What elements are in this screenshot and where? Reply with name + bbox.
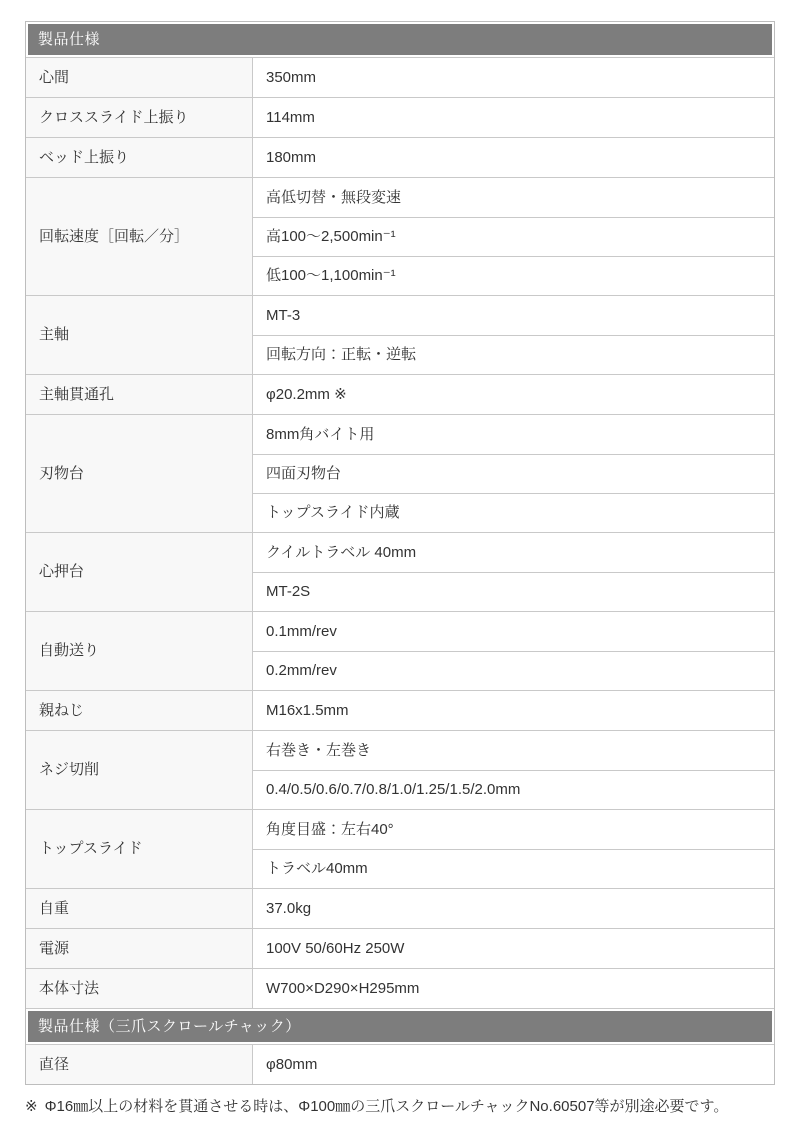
spec-value: 350mm bbox=[266, 68, 317, 86]
spec-row bbox=[26, 928, 774, 968]
spec-value: 114mm bbox=[266, 108, 315, 126]
spec-value: W700×D290×H295mm bbox=[266, 979, 420, 997]
spec-value: 角度目盛：左右40° bbox=[266, 820, 394, 838]
spec-label: 自動送り bbox=[26, 612, 253, 690]
spec-label: トップスライド bbox=[26, 810, 253, 888]
spec-value: クイルトラベル 40mm bbox=[266, 543, 417, 561]
spec-value: トップスライド内蔵 bbox=[253, 493, 774, 532]
spec-value: φ80mm bbox=[266, 1055, 318, 1073]
spec-row bbox=[26, 888, 774, 928]
spec-section-chuck bbox=[26, 1008, 774, 1084]
spec-label: 心押台 bbox=[26, 533, 253, 611]
footnote bbox=[25, 1094, 775, 1120]
spec-label: ネジ切削 bbox=[26, 731, 253, 809]
spec-row bbox=[26, 532, 774, 611]
spec-row bbox=[26, 968, 774, 1008]
spec-label: ベッド上振り bbox=[26, 138, 253, 177]
spec-value: 四面刃物台 bbox=[253, 454, 774, 493]
spec-value: M16x1.5mm bbox=[266, 701, 349, 719]
spec-value: 右巻き・左巻き bbox=[266, 741, 372, 759]
spec-value: 0.1mm/rev bbox=[266, 622, 337, 640]
spec-row bbox=[26, 97, 774, 137]
spec-label: 本体寸法 bbox=[26, 969, 253, 1008]
spec-row bbox=[26, 374, 774, 414]
spec-row bbox=[26, 57, 774, 97]
spec-value: MT-2S bbox=[253, 572, 774, 611]
spec-value: 0.2mm/rev bbox=[253, 651, 774, 690]
spec-section-main bbox=[26, 22, 774, 1008]
footnote-text: Φ16㎜以上の材料を貫通させる時は、Φ100㎜の三爪スクロールチャックNo.60507等が別途必要です。 bbox=[44, 1098, 729, 1115]
spec-value: 高低切替・無段変速 bbox=[266, 188, 402, 206]
spec-value: MT-3 bbox=[266, 306, 301, 324]
spec-value: φ20.2mm ※ bbox=[266, 385, 347, 403]
section-title: 製品仕様（三爪スクロールチャック） bbox=[38, 1018, 301, 1035]
spec-row bbox=[26, 730, 774, 809]
spec-label: 主軸貫通孔 bbox=[26, 375, 253, 414]
spec-row bbox=[26, 1044, 774, 1084]
section-header-main bbox=[26, 22, 774, 57]
spec-label: 心間 bbox=[26, 58, 253, 97]
spec-label: 回転速度［回転／分］ bbox=[26, 178, 253, 295]
spec-value: 低100〜1,100min⁻¹ bbox=[253, 256, 774, 295]
spec-label: 主軸 bbox=[26, 296, 253, 374]
spec-row bbox=[26, 611, 774, 690]
spec-row bbox=[26, 177, 774, 295]
spec-row bbox=[26, 690, 774, 730]
spec-row bbox=[26, 414, 774, 532]
spec-table bbox=[25, 21, 775, 1085]
spec-label: 直径 bbox=[26, 1045, 253, 1084]
spec-row bbox=[26, 295, 774, 374]
footnote-marker-icon: ※ bbox=[25, 1098, 38, 1115]
spec-value: 180mm bbox=[266, 148, 317, 166]
section-title: 製品仕様 bbox=[38, 31, 101, 48]
spec-value: トラベル40mm bbox=[253, 849, 774, 888]
spec-label: 親ねじ bbox=[26, 691, 253, 730]
spec-label: 自重 bbox=[26, 889, 253, 928]
spec-value: 高100〜2,500min⁻¹ bbox=[253, 217, 774, 256]
spec-label: 刃物台 bbox=[26, 415, 253, 532]
spec-row bbox=[26, 809, 774, 888]
spec-label: 電源 bbox=[26, 929, 253, 968]
spec-value: 8mm角バイト用 bbox=[266, 425, 375, 443]
spec-label: クロススライド上振り bbox=[26, 98, 253, 137]
spec-value: 0.4/0.5/0.6/0.7/0.8/1.0/1.25/1.5/2.0mm bbox=[253, 770, 774, 809]
spec-value: 37.0kg bbox=[266, 899, 312, 917]
spec-value: 100V 50/60Hz 250W bbox=[266, 939, 405, 957]
spec-value: 回転方向：正転・逆転 bbox=[253, 335, 774, 374]
section-header-chuck bbox=[26, 1009, 774, 1044]
spec-row bbox=[26, 137, 774, 177]
